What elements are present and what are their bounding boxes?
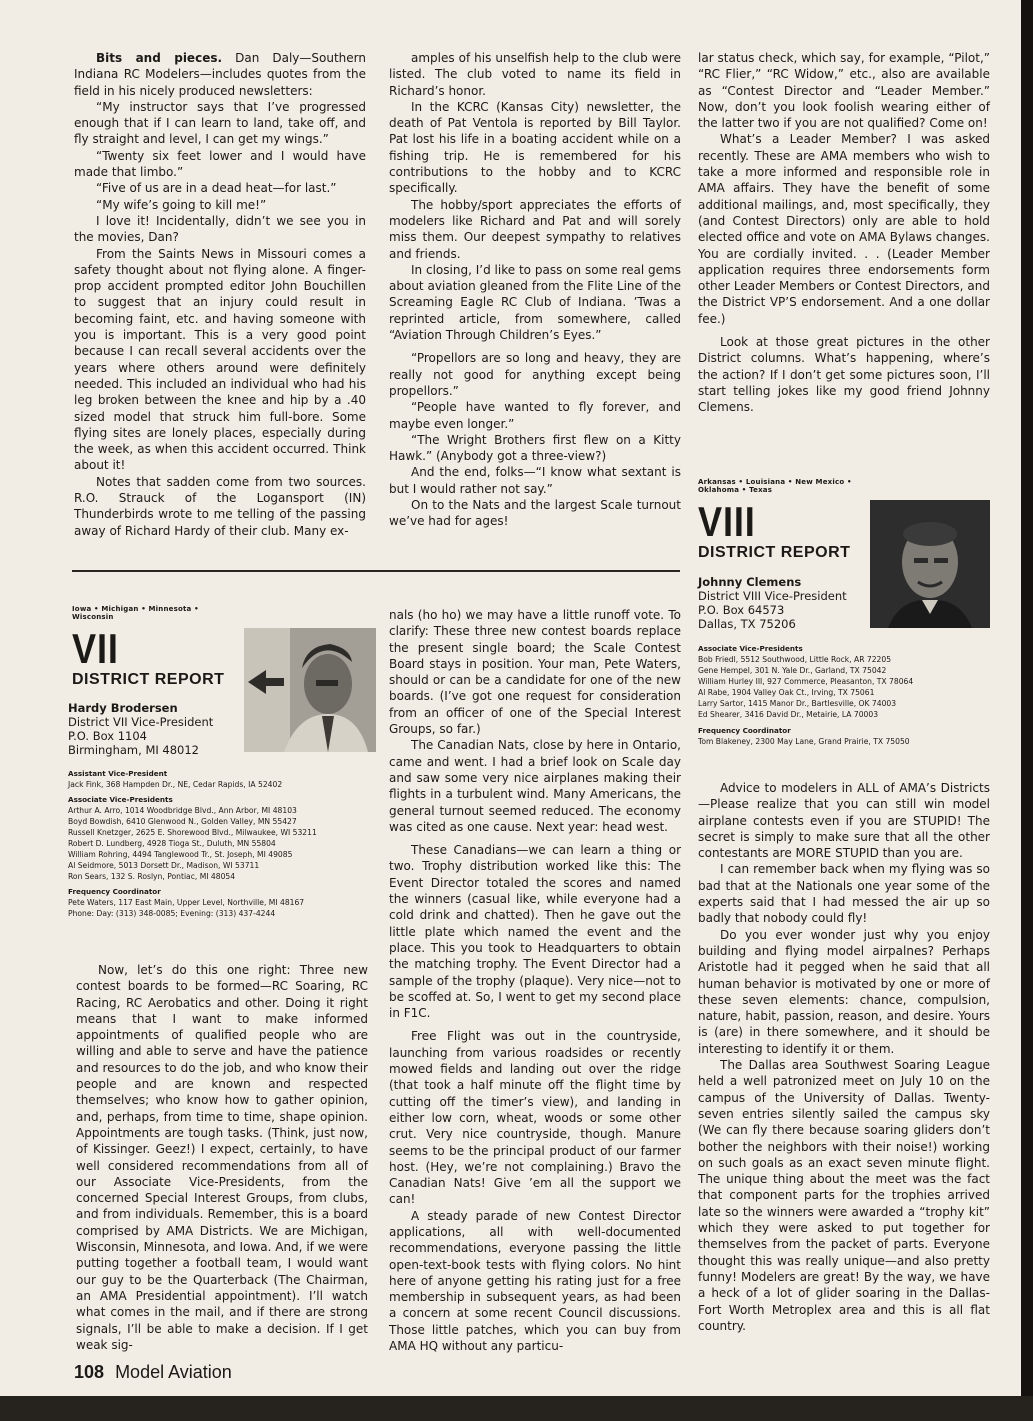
paragraph: Now, let’s do this one right: Three new contest boards to be formed—RC Soaring, RC Racing, RC Aerobatics and other. Doing it right means that I want to make informed appointments of qualified people who are willing and able to serve and have the patience and resources to do the job, and who know their people and are known and respected themselves; who know how to gather opinion, and, perhaps, from time to time, shape opinion. Appointments are tough tasks. (Think, just now, of Kissinger. Geez!) I expect, certainly, to have well considered recommendations from all of our Associate Vice-Presidents, from the concerned Special Interest Groups, from clubs, and from individuals. Remember, this is a board comprised by AMA Districts. We are Michigan, Wisconsin, Minnesota, and Iowa. And, if we were putting together a football team, I would want our guy to be the Quarterback (The Chairman, an AMA Presidential appointment). I’ll watch what comes in the mail, and if there are strong signals, I’ll be able to make a decision. If I get weak sig- bbox=[76, 963, 368, 1352]
paragraph: The Canadian Nats, close by here in Ontario, came and went. I had a brief look on Scale day and saw some very nice airplanes making their flights in a turbulent wind. Many Americans, the general turnout seemed reduced. The economy was cited as one cause. Next year: head west. bbox=[389, 738, 681, 834]
district7-freq-line-2: Phone: Day: (313) 348-0085; Evening: (313) 437-4244 bbox=[68, 909, 276, 918]
district8-number: VIII bbox=[698, 498, 756, 545]
district8-vp-city: Dallas, TX 75206 bbox=[698, 617, 796, 631]
section-divider bbox=[72, 570, 680, 572]
paragraph: “People have wanted to fly forever, and maybe even longer.” bbox=[389, 400, 681, 431]
page-footer bbox=[74, 1362, 232, 1383]
district7-assistant: Jack Fink, 368 Hampden Dr., NE, Cedar Rapids, IA 52402 bbox=[68, 780, 283, 789]
district7-vp-box: P.O. Box 1104 bbox=[68, 729, 147, 743]
district7-freq-line-1: Pete Waters, 117 East Main, Upper Level, Northville, MI 48167 bbox=[68, 898, 305, 907]
district7-vp-name: Hardy Brodersen bbox=[68, 701, 178, 715]
paragraph: nals (ho ho) we may have a little runoff vote. To clarify: These three new contest boards replace the present single board; the Scale Contest Board stays in position. Your man, Pete Waters, should or can be a candidate for one of the new boards. (I’ve got one request for consideration from an officer of one of the Special Interest Groups, so far.) bbox=[389, 608, 681, 737]
district8-states: Arkansas • Louisiana • New Mexico • Oklahoma • Texas bbox=[698, 478, 852, 494]
officer-entry: William Rohring, 4494 Tanglewood Tr., St. Joseph, MI 49085 bbox=[68, 850, 293, 859]
district7-associates-heading: Associate Vice-Presidents bbox=[68, 795, 173, 804]
paragraph: In the KCRC (Kansas City) newsletter, the death of Pat Ventola is reported by Bill Taylor. Pat lost his life in a boating accident while on a fishing trip. He is remembered for his contributions to the hobby and to KCRC specifically. bbox=[389, 99, 681, 196]
magazine-name: Model Aviation bbox=[115, 1362, 232, 1382]
paragraph: “Twenty six feet lower and I would have made that limbo.” bbox=[74, 148, 366, 180]
district8-column bbox=[698, 780, 990, 1334]
paragraph: And the end, folks—“I know what sextant is but I would rather not say.” bbox=[389, 465, 681, 496]
officer-entry: Boyd Bowdish, 6410 Glenwood N., Golden Valley, MN 55427 bbox=[68, 817, 297, 826]
officer-entry: Bob Friedl, 5512 Southwood, Little Rock, AR 72205 bbox=[698, 655, 892, 664]
portrait-illustration bbox=[244, 628, 376, 752]
district8-associates-list bbox=[698, 654, 990, 720]
district7-vp-city: Birmingham, MI 48012 bbox=[68, 743, 199, 757]
top-column-2 bbox=[389, 50, 681, 530]
paragraph: amples of his unselfish help to the club were listed. The club voted to name its field in Richard’s honor. bbox=[389, 51, 681, 98]
district8-title: DISTRICT REPORT bbox=[698, 544, 851, 561]
paragraph: The hobby/sport appreciates the efforts of modelers like Richard and Pat and will sorely miss them. Our deepest sympathy to relatives and friends. bbox=[389, 197, 681, 261]
paragraph: Look at those great pictures in the other District columns. What’s happening, where’s the action? If I don’t get some pictures soon, I’ll start telling jokes like my good friend Johnny Clemens. bbox=[698, 335, 990, 415]
district7-column-2 bbox=[389, 607, 681, 1354]
officer-entry: Arthur A. Arro, 1014 Woodbridge Blvd., Ann Arbor, MI 48103 bbox=[68, 806, 297, 815]
page-number: 108 bbox=[74, 1362, 105, 1382]
officer-entry: Al Seidmore, 5013 Dorsett Dr., Madison, WI 53711 bbox=[68, 861, 260, 870]
paragraph-text: Dan Daly—Southern Indiana RC Modelers—includes quotes from the field in his nicely produced newsletters: bbox=[74, 51, 366, 98]
paragraph bbox=[74, 50, 366, 99]
page-edge-shadow bbox=[1021, 0, 1033, 1421]
officer-entry: Ron Sears, 132 S. Roslyn, Pontiac, MI 48054 bbox=[68, 872, 236, 881]
district7-header bbox=[72, 605, 242, 689]
portrait-illustration bbox=[870, 500, 990, 628]
district7-vp-role: District VII Vice-President bbox=[68, 715, 214, 729]
officer-entry: Ed Shearer, 3416 David Dr., Metairie, LA 70003 bbox=[698, 710, 879, 719]
officer-entry: Larry Sartor, 1415 Manor Dr., Bartlesville, OK 74003 bbox=[698, 699, 897, 708]
paragraph: A steady parade of new Contest Director applications, all with well-documented recommendations, everyone passing the little open-text-book tests with flying colors. No hint here of anyone getting his rating just for a free membership in subsequent years, as had been a concern at some recent Council discussions. Those little patches, which you can buy from AMA HQ without any particu- bbox=[389, 1208, 681, 1354]
district8-officers bbox=[698, 643, 990, 747]
paragraph: From the Saints News in Missouri comes a safety thought about not flying alone. A finger-prop accident prompted editor John Bouchillen to suggest that an injury could result in becoming faint, etc. and having someone with you is important. This is a very good point because I can recall several accidents over the years where others around were definitely needed. This included an individual who had his leg broken between the knee and hip by a .40 sized model that struck him full-bore. Some flying sites are lonely places, especially during the week, as when this accident occurred. Think about it! bbox=[74, 246, 366, 473]
district8-vp-name: Johnny Clemens bbox=[698, 575, 802, 589]
paragraph: These Canadians—we can learn a thing or two. Trophy distribution worked like this: The Event Director totaled the scores and named the winners (casual like, while everyone had a cold drink and chatted). Then he gave out the little plate which named the event and the place. This you took to Headquarters to obtain the matching trophy. The Event Director had a sample of the trophy (plaque). Very nice—not to be scoffed at. So, I went to get my second place in F1C. bbox=[389, 843, 681, 1021]
district7-officers bbox=[68, 768, 380, 919]
district7-assistant-heading: Assistant Vice-President bbox=[68, 769, 168, 778]
top-column-1 bbox=[74, 50, 366, 539]
paragraph: I love it! Incidentally, didn’t we see you in the movies, Dan? bbox=[74, 213, 366, 245]
paragraph: In closing, I’d like to pass on some real gems about aviation gleaned from the Flite Line of the Screaming Eagle RC Club of Indiana. ’Twas a reprinted article, from somewhere, called “Aviation Through Children’s Eyes.” bbox=[389, 262, 681, 343]
paragraph: Advice to modelers in ALL of AMA’s Districts—Please realize that you can still win model airplane contests even if you are STUPID! The secret is simply to make sure that all the other contestants are MORE STUPID than you are. bbox=[698, 781, 990, 861]
district8-associates-heading: Associate Vice-Presidents bbox=[698, 644, 803, 653]
district7-title: DISTRICT REPORT bbox=[72, 671, 225, 688]
paragraph: “My instructor says that I’ve progressed enough that if I can learn to land, take off, and fly straight and level, I can get my wings.” bbox=[74, 99, 366, 147]
top-column-3 bbox=[698, 50, 990, 416]
officer-entry: Al Rabe, 1904 Valley Oak Ct., Irving, TX 75061 bbox=[698, 688, 875, 697]
paragraph: lar status check, which say, for example, “Pilot,” “RC Flier,” “RC Widow,” etc., also are available as “Contest Director and “Leader Member.” Now, don’t you look foolish wearing either of the latter two if you are not qualified? Come on! bbox=[698, 51, 990, 131]
district7-states: Iowa • Michigan • Minnesota • Wisconsin bbox=[72, 605, 199, 621]
paragraph: “Propellors are so long and heavy, they are really not good for anything except being propellors.” bbox=[389, 351, 681, 398]
officer-entry: William Hurley III, 927 Commerce, Pleasanton, TX 78064 bbox=[698, 677, 914, 686]
officer-entry: Gene Hempel, 301 N. Yale Dr., Garland, TX 75042 bbox=[698, 666, 887, 675]
paragraph: I can remember back when my flying was so bad that at the Nationals one year some of the experts said that I had messed the air up so badly that nobody could fly! bbox=[698, 862, 990, 926]
district7-column-1 bbox=[76, 962, 368, 1353]
officer-entry: Robert D. Lundberg, 4928 Tioga St., Duluth, MN 55804 bbox=[68, 839, 276, 848]
paragraph: “The Wright Brothers first flew on a Kitty Hawk.” (Anybody got a three-view?) bbox=[389, 432, 681, 464]
district8-contact bbox=[698, 575, 876, 631]
district8-freq-coordinator: Tom Blakeney, 2300 May Lane, Grand Prairie, TX 75050 bbox=[698, 737, 910, 746]
district7-contact bbox=[68, 701, 246, 757]
paragraph: On to the Nats and the largest Scale turnout we’ve had for ages! bbox=[389, 498, 681, 529]
district7-associates-list bbox=[68, 805, 380, 882]
paragraph: What’s a Leader Member? I was asked recently. These are AMA members who wish to take a more informed and responsible role in AMA affairs. They have the benefit of some additional mailings, and, most specifically, they (and Contest Directors) only are able to hold elected office and vote on AMA Bylaws changes. You are cordially invited. . . (Leader Member application requires three endorsements form other Leader Members or Contest Directors, and the District VP’S endorsement. And a one dollar fee.) bbox=[698, 132, 990, 326]
district8-freq-heading: Frequency Coordinator bbox=[698, 726, 791, 735]
officer-entry: Russell Knetzger, 2625 E. Shorewood Blvd., Milwaukee, WI 53211 bbox=[68, 828, 317, 837]
paragraph: “Five of us are in a dead heat—for last.” bbox=[96, 181, 337, 196]
district8-vp-box: P.O. Box 64573 bbox=[698, 603, 785, 617]
paragraph: “My wife’s going to kill me!” bbox=[96, 197, 267, 212]
paragraph: The Dallas area Southwest Soaring League held a well patronized meet on July 10 on the campus of the University of Dallas. Twenty-seven entries silently sailed the campus sky (We can fly there because soaring gliders don’t bother the neighbors with their noise!) working on such goals as an exact seven minute flight. The unique thing about the meet was the fact that component parts for the trophies arrived late so the winners were awarded a “trophy kit” which they were asked to put together for themselves from the packet of parts. Everyone thought this was really unique—and also pretty funny! Modelers are great! By the way, we have a heck of a lot of glider soaring in the Dallas-Fort Worth Metroplex area and this is all flat country. bbox=[698, 1058, 990, 1333]
scan-bottom-edge bbox=[0, 1396, 1033, 1421]
paragraph: Do you ever wonder just why you enjoy building and flying model airpalnes? Perhaps Aristotle had it pegged when he said that all human behavior is motivated by one or more of these seven elements: chance, compulsion, nature, habit, passion, reason, and desire. Yours is (are) in there somewhere, and it should be interesting to identify it or them. bbox=[698, 927, 990, 1056]
district8-vp-role: District VIII Vice-President bbox=[698, 589, 847, 603]
district7-freq-heading: Frequency Coordinator bbox=[68, 887, 161, 896]
paragraph: Notes that sadden come from two sources. R.O. Strauck of the Logansport (IN) Thunderbirds wrote to me telling of the passing away of Richard Hardy of their club. Many ex- bbox=[74, 474, 366, 538]
district8-portrait-photo bbox=[870, 500, 990, 628]
district7-number: VII bbox=[72, 625, 119, 672]
district8-header bbox=[698, 478, 878, 562]
paragraph-lead: Bits and pieces. bbox=[96, 51, 223, 65]
paragraph: Free Flight was out in the countryside, launching from various roadsides or recently mowed fields and landing out over the ridge (that took a half minute off the flight time by cutting off the timer’s view), and landing in either low corn, wheat, woods or some other crut. Very nice countryside, though. Manure seems to be the principal product of our farmer host. (Hey, we’re not complaining.) Bravo the Canadian Nats! Give ’em all the support we can! bbox=[389, 1029, 681, 1207]
district7-portrait-photo bbox=[244, 628, 376, 752]
